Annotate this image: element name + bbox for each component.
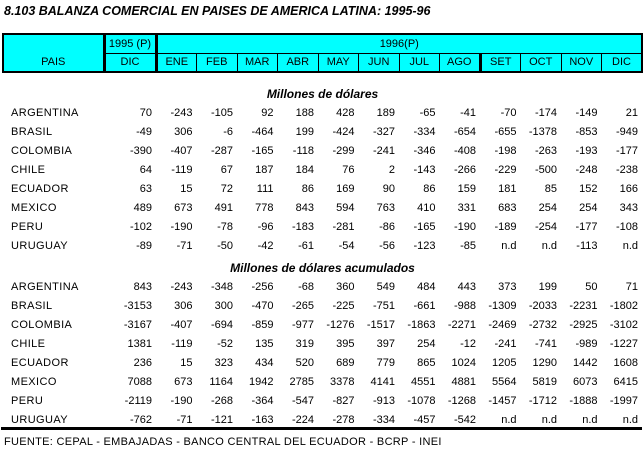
cell-value: 343 xyxy=(619,201,639,214)
row-country-label: PERU xyxy=(11,220,44,233)
table-row xyxy=(3,236,642,255)
col-header-jun: JUN xyxy=(359,53,400,72)
cell-value: -827 xyxy=(332,394,355,407)
cell-value: -68 xyxy=(298,280,314,293)
cell-value: -121 xyxy=(210,413,233,426)
col-header-dic-1995: DIC xyxy=(104,53,156,72)
cell-value: -2732 xyxy=(528,318,557,331)
cell-value: -949 xyxy=(615,125,639,138)
col-header-may: MAY xyxy=(318,53,359,72)
cell-value: 254 xyxy=(417,337,436,350)
cell-value: -265 xyxy=(291,299,314,312)
table-header xyxy=(3,34,642,72)
cell-value: -108 xyxy=(615,220,639,233)
cell-value: 395 xyxy=(336,337,355,350)
cell-value: 7088 xyxy=(127,375,152,388)
cell-value: 1381 xyxy=(127,337,152,350)
cell-value: -224 xyxy=(291,413,314,426)
cell-value: 189 xyxy=(376,106,395,119)
cell-value: -119 xyxy=(171,163,193,176)
col-header-1995: 1995 (P) xyxy=(104,34,156,53)
cell-value: 181 xyxy=(498,182,517,195)
cell-value: 152 xyxy=(579,182,598,195)
cell-value: 72 xyxy=(220,182,233,195)
cell-value: 434 xyxy=(255,356,274,369)
cell-value: 1164 xyxy=(209,375,233,388)
cell-value: -348 xyxy=(210,280,233,293)
cell-value: 63 xyxy=(139,182,152,195)
cell-value: 1942 xyxy=(249,375,274,388)
cell-value: 67 xyxy=(220,163,233,176)
cell-value: -741 xyxy=(534,337,557,350)
cell-value: -123 xyxy=(413,239,436,252)
cell-value: -102 xyxy=(129,220,152,233)
col-header-ene: ENE xyxy=(156,53,197,72)
cell-value: -1227 xyxy=(609,337,639,350)
cell-value: -346 xyxy=(413,144,436,157)
cell-value: 92 xyxy=(261,106,274,119)
cell-value: 1205 xyxy=(492,356,517,369)
cell-value: -266 xyxy=(453,163,476,176)
cell-value: 199 xyxy=(295,125,314,138)
cell-value: 85 xyxy=(544,182,557,195)
cell-value: 15 xyxy=(180,356,193,369)
cell-value: -225 xyxy=(332,299,355,312)
cell-value: -470 xyxy=(251,299,274,312)
cell-value: 549 xyxy=(376,280,395,293)
table-row xyxy=(3,122,642,141)
col-header-1996: 1996(P) xyxy=(156,34,642,53)
cell-value: -542 xyxy=(453,413,476,426)
cell-value: 199 xyxy=(538,280,557,293)
cell-value: 64 xyxy=(139,163,152,176)
cell-value: n.d xyxy=(501,239,517,252)
cell-value: -85 xyxy=(460,239,476,252)
cell-value: -2231 xyxy=(569,299,598,312)
cell-value: -3167 xyxy=(123,318,152,331)
col-header-dic-1996: DIC xyxy=(602,53,643,72)
col-header-oct: OCT xyxy=(521,53,562,72)
cell-value: -89 xyxy=(136,239,152,252)
row-country-label: URUGUAY xyxy=(11,413,68,426)
cell-value: 70 xyxy=(139,106,152,119)
cell-value: 21 xyxy=(625,106,639,119)
cell-value: -1457 xyxy=(488,394,517,407)
cell-value: -65 xyxy=(419,106,436,119)
cell-value: -238 xyxy=(615,163,639,176)
table-row xyxy=(3,296,642,315)
section-title: Millones de dólares xyxy=(266,86,379,101)
cell-value: 71 xyxy=(625,280,639,293)
cell-value: -500 xyxy=(534,163,557,176)
cell-value: 3378 xyxy=(330,375,355,388)
header-row-years xyxy=(3,34,642,53)
cell-value: -256 xyxy=(251,280,274,293)
cell-value: -165 xyxy=(413,220,436,233)
section-title-row xyxy=(3,84,642,103)
cell-value: -177 xyxy=(575,220,598,233)
col-header-ago: AGO xyxy=(440,53,481,72)
cell-value: 76 xyxy=(342,163,355,176)
table-row xyxy=(3,277,642,296)
cell-value: 484 xyxy=(417,280,436,293)
cell-value: 1608 xyxy=(613,356,639,369)
cell-value: 86 xyxy=(301,182,314,195)
cell-value: 306 xyxy=(174,125,193,138)
cell-value: 763 xyxy=(376,201,395,214)
cell-value: -989 xyxy=(575,337,598,350)
cell-value: -424 xyxy=(332,125,355,138)
cell-value: -248 xyxy=(575,163,598,176)
cell-value: 15 xyxy=(180,182,193,195)
cell-value: n.d xyxy=(541,239,557,252)
cell-value: 331 xyxy=(457,201,476,214)
cell-value: -3153 xyxy=(123,299,152,312)
cell-value: 50 xyxy=(585,280,598,293)
cell-value: -408 xyxy=(453,144,476,157)
cell-value: -6 xyxy=(223,125,233,138)
cell-value: 2 xyxy=(388,163,395,176)
cell-value: -1517 xyxy=(366,318,395,331)
cell-value: 520 xyxy=(295,356,314,369)
cell-value: -1863 xyxy=(407,318,436,331)
cell-value: 236 xyxy=(133,356,152,369)
cell-value: 169 xyxy=(336,182,355,195)
cell-value: -61 xyxy=(298,239,314,252)
cell-value: n.d xyxy=(622,239,639,252)
cell-value: 184 xyxy=(295,163,314,176)
cell-value: -193 xyxy=(575,144,598,157)
cell-value: -661 xyxy=(413,299,436,312)
cell-value: -977 xyxy=(291,318,314,331)
cell-value: -2033 xyxy=(528,299,557,312)
cell-value: -105 xyxy=(210,106,233,119)
cell-value: 594 xyxy=(336,201,355,214)
cell-value: 5564 xyxy=(492,375,517,388)
cell-value: 778 xyxy=(255,201,274,214)
cell-value: 1024 xyxy=(451,356,476,369)
cell-value: -1378 xyxy=(528,125,557,138)
cell-value: -54 xyxy=(338,239,355,252)
cell-value: -1997 xyxy=(609,394,639,407)
cell-value: 843 xyxy=(295,201,314,214)
cell-value: -2925 xyxy=(569,318,598,331)
row-country-label: PERU xyxy=(11,394,44,407)
cell-value: -41 xyxy=(460,106,476,119)
table-row xyxy=(3,315,642,334)
cell-value: -694 xyxy=(210,318,233,331)
cell-value: 319 xyxy=(295,337,314,350)
cell-value: 188 xyxy=(295,106,314,119)
row-country-label: MEXICO xyxy=(11,201,57,214)
cell-value: n.d xyxy=(541,413,557,426)
footer-source: FUENTE: CEPAL - EMBAJADAS - BANCO CENTRAL DEL ECUADOR - BCRP - INEI xyxy=(4,436,442,448)
cell-value: -118 xyxy=(292,144,314,157)
row-country-label: MEXICO xyxy=(11,375,57,388)
table-row xyxy=(3,179,642,198)
cell-value: -71 xyxy=(176,239,193,252)
row-country-label: COLOMBIA xyxy=(11,144,73,157)
row-country-label: BRASIL xyxy=(11,125,53,138)
cell-value: -327 xyxy=(372,125,395,138)
cell-value: -177 xyxy=(615,144,639,157)
cell-value: 491 xyxy=(214,201,233,214)
cell-value: -2119 xyxy=(124,394,152,407)
cell-value: 135 xyxy=(255,337,274,350)
section-spacer xyxy=(3,72,642,84)
cell-value: -143 xyxy=(413,163,436,176)
table-body xyxy=(3,72,642,429)
cell-value: -2271 xyxy=(447,318,476,331)
table-row xyxy=(3,334,642,353)
row-country-label: ARGENTINA xyxy=(11,280,79,293)
cell-value: -364 xyxy=(251,394,274,407)
table-row xyxy=(3,353,642,372)
section-spacer-cell xyxy=(3,72,642,84)
cell-value: -1078 xyxy=(407,394,436,407)
cell-value: 86 xyxy=(423,182,436,195)
cell-value: -762 xyxy=(129,413,152,426)
cell-value: -183 xyxy=(291,220,314,233)
table-row xyxy=(3,141,642,160)
col-header-jul: JUL xyxy=(399,53,440,72)
cell-value: -149 xyxy=(575,106,598,119)
cell-value: -190 xyxy=(170,220,193,233)
cell-value: 187 xyxy=(255,163,274,176)
cell-value: 1290 xyxy=(532,356,557,369)
cell-value: 4881 xyxy=(451,375,476,388)
cell-value: -1888 xyxy=(569,394,598,407)
cell-value: -1802 xyxy=(609,299,639,312)
cell-value: 254 xyxy=(579,201,598,214)
cell-value: -174 xyxy=(534,106,557,119)
cell-value: n.d xyxy=(582,413,598,426)
cell-value: -1268 xyxy=(447,394,476,407)
row-country-label: BRASIL xyxy=(11,299,53,312)
row-country-label: ECUADOR xyxy=(11,356,69,369)
cell-value: 689 xyxy=(336,356,355,369)
cell-value: 159 xyxy=(457,182,476,195)
cell-value: n.d xyxy=(501,413,517,426)
cell-value: -407 xyxy=(170,144,193,157)
cell-value: 410 xyxy=(417,201,436,214)
cell-value: 6415 xyxy=(613,375,639,388)
cell-value: -913 xyxy=(372,394,395,407)
cell-value: -42 xyxy=(257,239,274,252)
cell-value: -189 xyxy=(494,220,517,233)
cell-value: 4141 xyxy=(370,375,395,388)
cell-value: 4551 xyxy=(411,375,436,388)
cell-value: -12 xyxy=(460,337,476,350)
cell-value: -287 xyxy=(210,144,233,157)
cell-value: -254 xyxy=(534,220,557,233)
cell-value: -243 xyxy=(170,106,193,119)
cell-value: -86 xyxy=(379,220,395,233)
row-country-label: CHILE xyxy=(11,337,46,350)
cell-value: -71 xyxy=(176,413,193,426)
cell-value: 428 xyxy=(336,106,355,119)
cell-value: 779 xyxy=(376,356,395,369)
table-row xyxy=(3,103,642,122)
col-header-mar: MAR xyxy=(237,53,278,72)
cell-value: -281 xyxy=(332,220,355,233)
cell-value: 111 xyxy=(256,182,274,195)
cell-value: -547 xyxy=(291,394,314,407)
table-row xyxy=(3,391,642,410)
col-header-abr: ABR xyxy=(278,53,319,72)
cell-value: -263 xyxy=(534,144,557,157)
cell-value: -165 xyxy=(251,144,274,157)
page-title: 8.103 BALANZA COMERCIAL EN PAISES DE AMERICA LATINA: 1995-96 xyxy=(4,4,431,18)
table-row xyxy=(3,198,642,217)
table-row xyxy=(3,160,642,179)
cell-value: 443 xyxy=(457,280,476,293)
cell-value: 673 xyxy=(174,375,193,388)
cell-value: 306 xyxy=(174,299,193,312)
table-row xyxy=(3,372,642,391)
section-title-row xyxy=(3,258,642,277)
cell-value: -334 xyxy=(413,125,436,138)
row-country-label: ARGENTINA xyxy=(11,106,79,119)
cell-value: 323 xyxy=(214,356,233,369)
cell-value: -407 xyxy=(170,318,193,331)
footer-divider xyxy=(1,427,642,430)
row-country-label: ECUADOR xyxy=(11,182,69,195)
cell-value: -1712 xyxy=(528,394,557,407)
cell-value: 683 xyxy=(498,201,517,214)
row-country-label: URUGUAY xyxy=(11,239,68,252)
cell-value: -96 xyxy=(257,220,274,233)
cell-value: -119 xyxy=(171,337,193,350)
cell-value: 300 xyxy=(214,299,233,312)
cell-value: -198 xyxy=(494,144,517,157)
cell-value: -2469 xyxy=(488,318,517,331)
cell-value: 254 xyxy=(538,201,557,214)
cell-value: -78 xyxy=(217,220,233,233)
cell-value: -751 xyxy=(372,299,395,312)
cell-value: 6073 xyxy=(573,375,598,388)
cell-value: -163 xyxy=(251,413,274,426)
cell-value: 843 xyxy=(133,280,152,293)
cell-value: -241 xyxy=(372,144,395,157)
cell-value: -654 xyxy=(453,125,476,138)
cell-value: -853 xyxy=(575,125,598,138)
cell-value: 373 xyxy=(498,280,517,293)
cell-value: -113 xyxy=(576,239,598,252)
cell-value: -190 xyxy=(170,394,193,407)
cell-value: 2785 xyxy=(289,375,314,388)
cell-value: -390 xyxy=(129,144,152,157)
row-country-label: CHILE xyxy=(11,163,46,176)
cell-value: 166 xyxy=(619,182,639,195)
cell-value: -56 xyxy=(379,239,395,252)
cell-value: -278 xyxy=(332,413,355,426)
cell-value: -229 xyxy=(494,163,517,176)
cell-value: -1276 xyxy=(326,318,355,331)
cell-value: -3102 xyxy=(609,318,639,331)
cell-value: -50 xyxy=(217,239,233,252)
cell-value: -190 xyxy=(453,220,476,233)
col-header-set: SET xyxy=(480,53,521,72)
cell-value: -241 xyxy=(494,337,517,350)
table-row xyxy=(3,217,642,236)
cell-value: 865 xyxy=(417,356,436,369)
cell-value: 397 xyxy=(376,337,395,350)
cell-value: -70 xyxy=(500,106,517,119)
cell-value: n.d xyxy=(622,413,639,426)
cell-value: -988 xyxy=(453,299,476,312)
cell-value: -464 xyxy=(251,125,274,138)
cell-value: -268 xyxy=(210,394,233,407)
row-country-label: COLOMBIA xyxy=(11,318,73,331)
cell-value: 360 xyxy=(336,280,355,293)
cell-value: -1309 xyxy=(488,299,517,312)
cell-value: 90 xyxy=(382,182,395,195)
cell-value: -334 xyxy=(372,413,395,426)
col-header-feb: FEB xyxy=(197,53,238,72)
cell-value: 5819 xyxy=(532,375,557,388)
cell-value: -243 xyxy=(170,280,193,293)
cell-value: -52 xyxy=(217,337,233,350)
trade-balance-table xyxy=(2,33,643,429)
section-title: Millones de dólares acumulados xyxy=(230,260,415,275)
cell-value: -299 xyxy=(332,144,355,157)
cell-value: 489 xyxy=(133,201,152,214)
cell-value: -655 xyxy=(494,125,517,138)
cell-value: -859 xyxy=(251,318,274,331)
cell-value: 673 xyxy=(174,201,193,214)
cell-value: -457 xyxy=(413,413,436,426)
col-header-pais: PAIS xyxy=(3,34,104,72)
cell-value: -49 xyxy=(136,125,152,138)
col-header-nov: NOV xyxy=(561,53,602,72)
cell-value: 1442 xyxy=(573,356,598,369)
